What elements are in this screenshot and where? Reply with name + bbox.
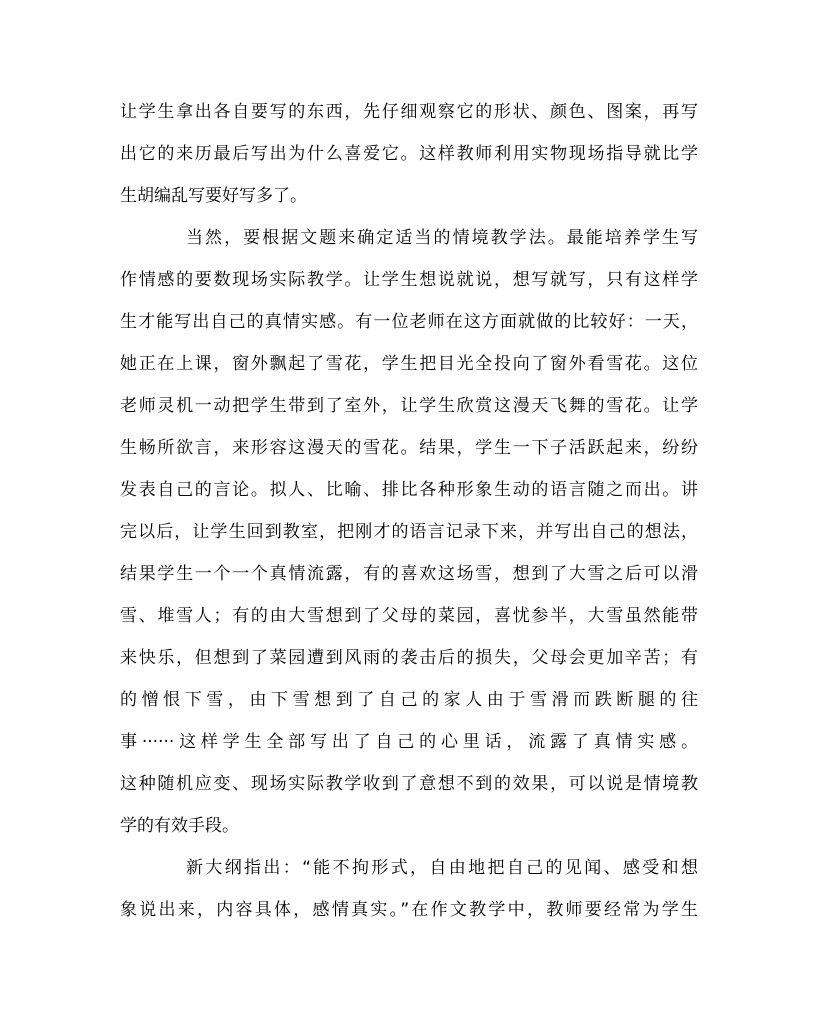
text-line: 生畅所欲言，来形容这漫天的雪花。结果，学生一下子活跃起来，纷纷 bbox=[120, 438, 698, 458]
text-line: 老师灵机一动把学生带到了室外，让学生欣赏这漫天飞舞的雪花。让学 bbox=[120, 396, 698, 416]
text-line: 发表自己的言论。拟人、比喻、排比各种形象生动的语言随之而出。讲 bbox=[120, 480, 698, 500]
text-line: 的憎恨下雪，由下雪想到了自己的家人由于雪滑而跌断腿的往 bbox=[120, 690, 698, 710]
text-line: 生才能写出自己的真情实感。有一位老师在这方面就做的比较好：一天， bbox=[120, 312, 698, 332]
text-line: 学的有效手段。 bbox=[120, 816, 239, 836]
text-line: 结果学生一个一个真情流露，有的喜欢这场雪，想到了大雪之后可以滑 bbox=[120, 564, 698, 584]
text-line: 作情感的要数现场实际教学。让学生想说就说，想写就写，只有这样学 bbox=[120, 270, 698, 290]
text-line: 出它的来历最后写出为什么喜爱它。这样教师利用实物现场指导就比学 bbox=[120, 144, 698, 164]
text-line: 象说出来，内容具体，感情真实。”在作文教学中，教师要经常为学生 bbox=[120, 900, 698, 920]
text-line: 完以后，让学生回到教室，把刚才的语言记录下来，并写出自己的想法， bbox=[120, 522, 698, 542]
text-line: 来快乐，但想到了菜园遭到风雨的袭击后的损失，父母会更加辛苦；有 bbox=[120, 648, 698, 668]
paragraph-first-line: 新大纲指出：“能不拘形式，自由地把自己的见闻、感受和想 bbox=[186, 858, 698, 878]
text-line: 生胡编乱写要好写多了。 bbox=[120, 186, 307, 206]
text-line: 雪、堆雪人；有的由大雪想到了父母的菜园，喜忧参半，大雪虽然能带 bbox=[120, 606, 698, 626]
text-line: 让学生拿出各自要写的东西，先仔细观察它的形状、颜色、图案，再写 bbox=[120, 102, 698, 122]
paragraph-first-line: 当然，要根据文题来确定适当的情境教学法。最能培养学生写 bbox=[186, 228, 698, 248]
text-line: 事······这样学生全部写出了自己的心里话，流露了真情实感。 bbox=[120, 732, 698, 752]
text-line: 这种随机应变、现场实际教学收到了意想不到的效果，可以说是情境教 bbox=[120, 774, 698, 794]
text-line: 她正在上课，窗外飘起了雪花，学生把目光全投向了窗外看雪花。这位 bbox=[120, 354, 698, 374]
